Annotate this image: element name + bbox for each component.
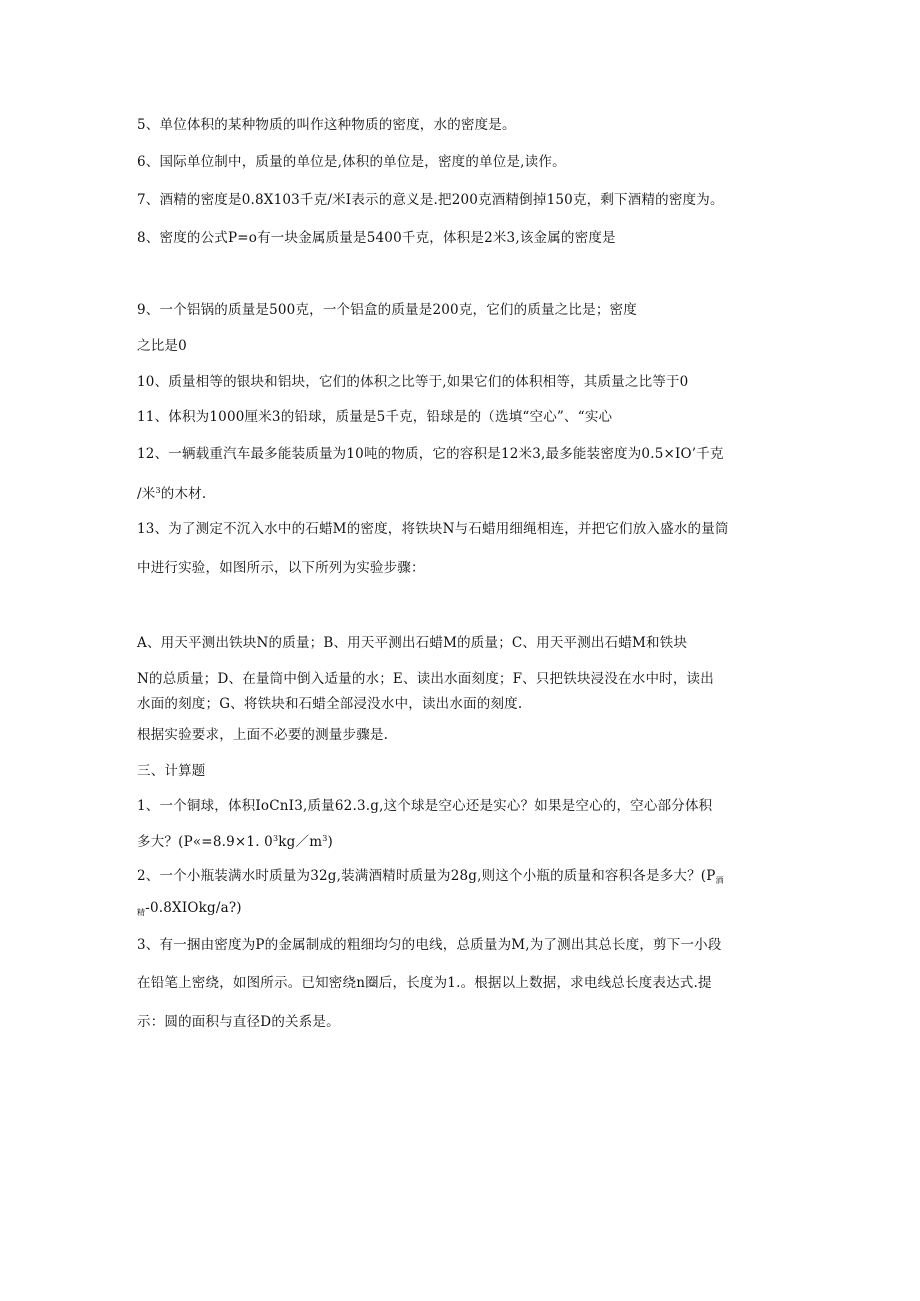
question-13-cont: 中进行实验，如图所示，以下所列为实验步骤：: [137, 560, 425, 576]
unit-tail: 的木材.: [160, 486, 207, 502]
question-12-cont: [137, 482, 206, 503]
calc-question-2: [137, 867, 724, 890]
subscript: 酒: [715, 876, 724, 885]
question-8: 8、密度的公式P=o有一块金属质量是5400千克，体积是2米3,该金属的密度是: [137, 230, 616, 246]
question-11: 11、体积为1000厘米3的铅球，质量是5千克，铅球是的（选填“空心”、“实心: [137, 409, 613, 425]
calc-question-3-end: 示：圆的面积与直径D的关系是。: [137, 1014, 340, 1030]
unit-text: /米: [137, 486, 156, 502]
question-12: 12、一辆载重汽车最多能装质量为10吨的物质，它的容积是12米3,最多能装密度为0.5×IO’千克: [137, 446, 724, 462]
density-text: 多大？(P«=8.9×1. 0: [137, 834, 273, 850]
step-question: 根据实验要求，上面不必要的测量步骤是.: [137, 727, 389, 743]
calc-question-1: 1、一个铜球，体积IoCnI3,质量62.3.g,这个球是空心还是实心？如果是空心的，空心部分体积: [137, 798, 713, 814]
calc-question-3: 3、有一捆由密度为P的金属制成的粗细均匀的电线，总质量为M,为了测出其总长度，剪下一小段: [137, 937, 722, 953]
density-unit: kg／m: [278, 834, 323, 850]
calc-question-2-cont: [137, 899, 242, 922]
step-list-1: A、用天平测出铁块N的质量；B、用天平测出石蜡M的质量；C、用天平测出石蜡M和铁块: [137, 635, 688, 651]
step-list-3: 水面的刻度；G、将铁块和石蜡全部浸没水中，读出水面的刻度.: [137, 696, 523, 712]
question-5: 5、单位体积的某种物质的叫作这种物质的密度，水的密度是。: [137, 117, 516, 133]
calc-question-2-text: 2、一个小瓶装满水时质量为32g,装满酒精时质量为28g,则这个小瓶的质量和容积各是多大？(P: [137, 868, 716, 884]
question-13: 13、为了测定不沉入水中的石蜡M的密度，将铁块N与石蜡用细绳相连，并把它们放入盛水的量筒: [137, 521, 729, 537]
question-7: 7、酒精的密度是0.8X103千克/米I表示的意义是.把200克酒精倒掉150克，剩下酒精的密度为。: [137, 192, 724, 208]
calc-question-1-cont: [137, 830, 333, 851]
calc-question-2-tail: -0.8XIOkg/a?): [145, 900, 242, 916]
superscript: 3: [272, 834, 279, 843]
question-10: 10、质量相等的银块和铝块，它们的体积之比等于,如果它们的体积相等，其质量之比等于0: [137, 374, 689, 390]
subscript: 精: [137, 908, 146, 917]
step-list-2: N的总质量；D、在量筒中倒入适量的水；E、读出水面刻度；F、只把铁块浸没在水中时，读出: [137, 671, 714, 687]
density-close: ): [327, 834, 333, 850]
question-9-cont: 之比是0: [137, 338, 187, 354]
question-6: 6、国际单位制中，质量的单位是,体积的单位是，密度的单位是,读作。: [137, 154, 566, 170]
question-9: 9、一个铝锅的质量是500克，一个铝盒的质量是200克，它们的质量之比是；密度: [137, 302, 637, 318]
superscript: 3: [322, 834, 328, 843]
superscript: 3: [155, 486, 161, 495]
section-heading: 三、计算题: [137, 763, 206, 779]
calc-question-3-cont: 在铅笔上密绕，如图所示。已知密绕n圈后，长度为1.。根据以上数据，求电线总长度表达式.提: [137, 975, 712, 991]
